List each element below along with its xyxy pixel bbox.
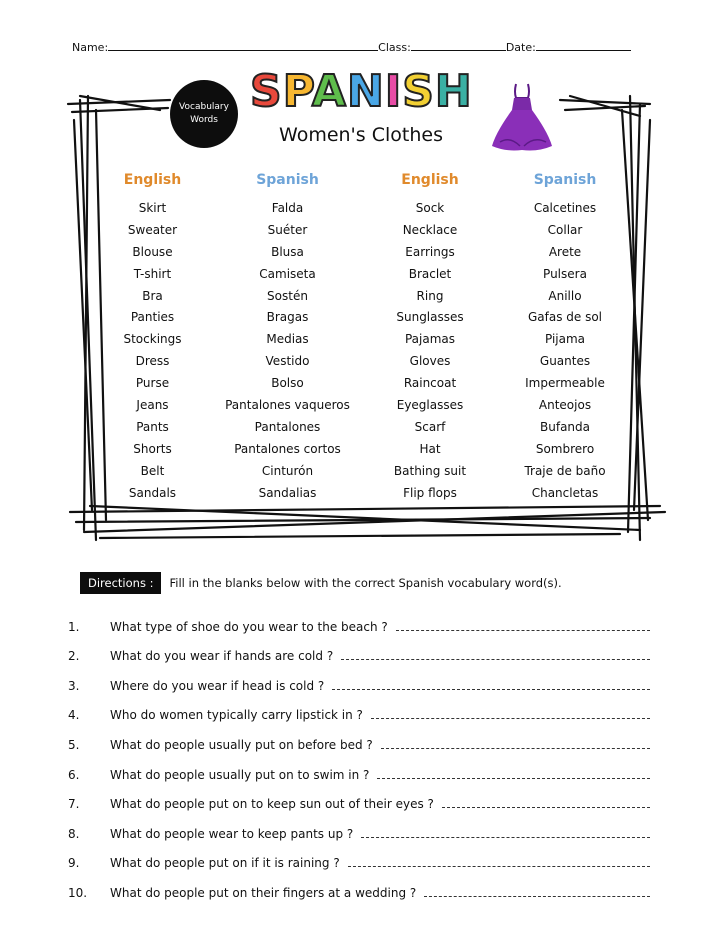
question-text: Who do women typically carry lipstick in ? xyxy=(110,708,363,723)
vocab-spanish-word: Vestido xyxy=(265,354,310,369)
vocab-spanish-word: Calcetines xyxy=(533,201,597,215)
question-text: Where do you wear if head is cold ? xyxy=(110,678,325,693)
vocab-english-word: Sweater xyxy=(127,222,178,237)
col-header-spanish-2: Spanish xyxy=(533,172,597,188)
header-fields xyxy=(72,40,652,54)
question-text: What do people usually put on to swim in ? xyxy=(110,767,370,782)
vocab-spanish-word: Pijama xyxy=(544,332,586,347)
title-letter: S xyxy=(250,66,283,117)
vocab-english-word: Sock xyxy=(415,201,445,215)
vocab-english-word: Bra xyxy=(142,288,163,303)
question-number: 5. xyxy=(68,737,80,752)
vocab-english-word: Belt xyxy=(140,463,165,478)
question-row xyxy=(68,663,650,693)
question-text: What do people put on to keep sun out of their eyes ? xyxy=(110,797,434,812)
question-text: What do people usually put on before bed ? xyxy=(110,737,373,752)
vocab-spanish-word: Arete xyxy=(548,244,582,259)
question-list xyxy=(68,604,650,900)
page-title xyxy=(250,66,473,117)
purple-dress-icon xyxy=(490,80,554,152)
vocab-english-word: Gloves xyxy=(409,354,451,369)
title-letter: P xyxy=(282,66,312,117)
vocab-spanish-word: Sandalias xyxy=(258,485,317,500)
question-number: 7. xyxy=(68,797,80,812)
question-number: 9. xyxy=(68,856,80,871)
vocab-spanish-word: Falda xyxy=(271,201,304,215)
answer-blank[interactable] xyxy=(381,747,650,749)
vocab-english-word: Blouse xyxy=(132,244,173,259)
question-row xyxy=(68,811,650,841)
answer-blank[interactable] xyxy=(377,777,650,779)
directions-text: Fill in the blanks below with the correct Spanish vocabulary word(s). xyxy=(169,576,562,590)
name-blank[interactable] xyxy=(108,40,378,51)
question-number: 6. xyxy=(68,767,80,782)
question-row xyxy=(68,782,650,812)
vocab-spanish-word: Anillo xyxy=(548,288,582,303)
vocab-english-word: Dress xyxy=(135,354,170,369)
title-letter: S xyxy=(402,66,435,117)
answer-blank[interactable] xyxy=(341,658,650,660)
vocab-spanish-word: Impermeable xyxy=(525,376,605,391)
directions-label: Directions : xyxy=(80,572,161,594)
date-label: Date: xyxy=(505,41,536,54)
question-text: What do people put on if it is raining ? xyxy=(110,856,340,871)
vocab-english-word: Stockings xyxy=(123,332,182,347)
vocab-spanish-word: Chancletas xyxy=(531,485,599,500)
vocab-english-word: Skirt xyxy=(138,201,167,215)
question-number: 3. xyxy=(68,678,80,693)
class-label: Class: xyxy=(378,41,411,54)
answer-blank[interactable] xyxy=(371,717,650,719)
vocab-spanish-word: Pantalones vaqueros xyxy=(225,398,350,413)
vocab-spanish-word: Suéter xyxy=(267,222,308,237)
vocab-english-word: Purse xyxy=(135,376,170,391)
question-row xyxy=(68,722,650,752)
answer-blank[interactable] xyxy=(348,865,650,867)
vocab-spanish-word: Sostén xyxy=(267,288,308,303)
vocab-english-word: Raincoat xyxy=(403,376,457,391)
question-text: What type of shoe do you wear to the beach ? xyxy=(110,619,388,634)
col-header-spanish-1: Spanish xyxy=(256,172,319,188)
directions xyxy=(80,570,650,596)
answer-blank[interactable] xyxy=(424,895,650,897)
page-subtitle: Women's Clothes xyxy=(279,124,443,146)
vocab-spanish-word: Collar xyxy=(547,222,583,237)
vocab-spanish-word: Pantalones xyxy=(254,419,321,434)
vocab-english-word: Earrings xyxy=(405,244,455,259)
vocab-spanish-word: Bolso xyxy=(271,376,304,391)
title-letter: H xyxy=(434,66,473,117)
vocab-english-word: Bathing suit xyxy=(393,463,467,478)
vocab-spanish-word: Bragas xyxy=(266,310,309,325)
vocab-english-word: Sandals xyxy=(128,485,177,500)
class-blank[interactable] xyxy=(411,40,506,51)
vocab-english-word: Scarf xyxy=(414,419,446,434)
date-blank[interactable] xyxy=(536,40,631,51)
vocab-spanish-word: Bufanda xyxy=(540,419,590,434)
vocab-spanish-word: Sombrero xyxy=(535,441,595,456)
vocab-spanish-word: Camiseta xyxy=(259,266,316,281)
vocab-english-word: Sunglasses xyxy=(396,310,464,325)
question-number: 8. xyxy=(68,826,80,841)
title-letter: N xyxy=(346,66,385,117)
answer-blank[interactable] xyxy=(332,688,650,690)
answer-blank[interactable] xyxy=(361,836,650,838)
vocab-english-word: Necklace xyxy=(402,222,458,237)
vocab-english-word: Ring xyxy=(416,288,444,303)
vocab-english-word: Jeans xyxy=(136,398,169,413)
vocabulary-table xyxy=(90,170,630,504)
question-row xyxy=(68,870,650,900)
vocabulary-badge xyxy=(170,80,238,148)
question-text: What do people put on their fingers at a wedding ? xyxy=(110,885,417,900)
badge-line1: Vocabulary xyxy=(179,102,229,112)
question-text: What do you wear if hands are cold ? xyxy=(110,649,334,664)
vocab-spanish-word: Medias xyxy=(266,332,309,347)
answer-blank[interactable] xyxy=(396,629,650,631)
name-label: Name: xyxy=(72,41,109,54)
question-row xyxy=(68,752,650,782)
question-row xyxy=(68,693,650,723)
vocab-english-word: T-shirt xyxy=(133,266,172,281)
vocab-spanish-word: Cinturón xyxy=(261,463,314,478)
question-number: 2. xyxy=(68,649,80,664)
vocab-english-word: Flip flops xyxy=(403,485,457,500)
question-text: What do people wear to keep pants up ? xyxy=(110,826,354,841)
badge-line2: Words xyxy=(190,115,218,125)
vocab-english-word: Shorts xyxy=(133,441,172,456)
col-header-english-1: English xyxy=(123,172,182,188)
vocab-english-word: Pants xyxy=(136,419,169,434)
vocab-spanish-word: Pantalones cortos xyxy=(234,441,341,456)
question-row xyxy=(68,604,650,634)
question-number: 4. xyxy=(68,708,80,723)
vocab-spanish-word: Blusa xyxy=(271,244,304,259)
answer-blank[interactable] xyxy=(442,806,650,808)
question-row xyxy=(68,634,650,664)
vocab-spanish-word: Guantes xyxy=(539,354,591,369)
vocab-spanish-word: Pulsera xyxy=(543,266,587,281)
vocab-spanish-word: Gafas de sol xyxy=(527,310,603,325)
vocab-english-word: Braclet xyxy=(408,266,452,281)
vocab-english-word: Hat xyxy=(419,441,441,456)
vocab-spanish-word: Traje de baño xyxy=(524,463,606,478)
col-header-english-2: English xyxy=(401,172,459,188)
title-letter: A xyxy=(311,66,347,117)
question-number: 10. xyxy=(68,885,88,900)
question-number: 1. xyxy=(68,619,80,634)
title-letter: I xyxy=(384,66,403,117)
question-row xyxy=(68,841,650,871)
vocab-spanish-word: Anteojos xyxy=(538,398,592,413)
vocab-english-word: Panties xyxy=(130,310,175,325)
vocab-english-word: Eyeglasses xyxy=(396,398,464,413)
vocab-english-word: Pajamas xyxy=(404,332,456,347)
